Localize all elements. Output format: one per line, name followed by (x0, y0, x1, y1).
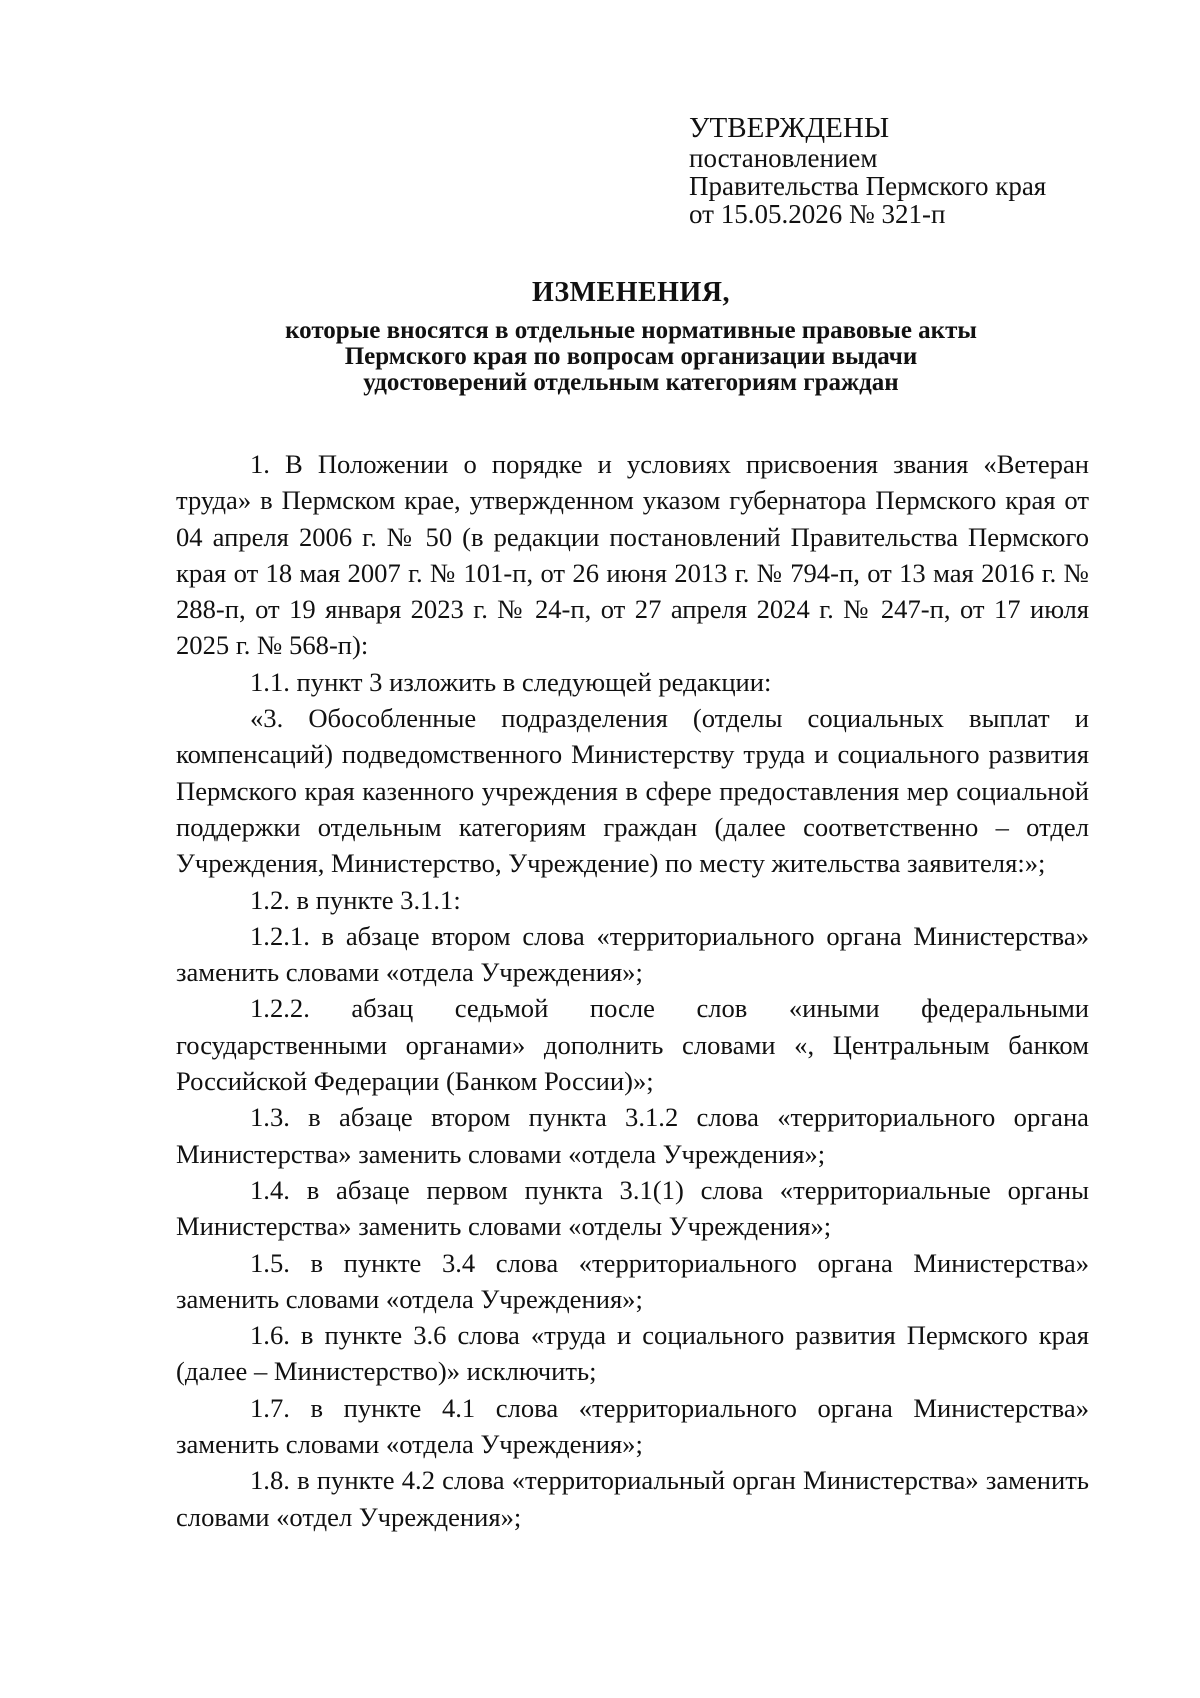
paragraph-1-2-2: 1.2.2. абзац седьмой после слов «иными федеральными государственными органами» дополнить словами «, Центральным банком Российской Федерации (Банком России)»; (176, 993, 1089, 1097)
paragraph-1-2: 1.2. в пункте 3.1.1: (250, 884, 461, 915)
document-body (176, 446, 1089, 1535)
document-subtitle (0, 318, 1200, 396)
paragraph-1-1: 1.1. пункт 3 изложить в следующей редакции: (250, 666, 772, 697)
subtitle-line: удостоверений отдельным категориям граждан (363, 369, 899, 396)
approval-line: постановлением (689, 143, 878, 173)
approval-title: УТВЕРЖДЕНЫ (689, 112, 890, 144)
document-title: ИЗМЕНЕНИЯ, (532, 277, 730, 308)
approval-line: Правительства Пермского края (689, 171, 1047, 201)
paragraph-1-8: 1.8. в пункте 4.2 слова «территориальный орган Министерства» заменить словами «отдел Учреждения»; (176, 1465, 1089, 1532)
approval-stamp (689, 112, 1046, 228)
approval-line: от 15.05.2026 № 321-п (689, 199, 946, 229)
paragraph-1-2-1: 1.2.1. в абзаце втором слова «территориального органа Министерства» заменить словами «отдела Учреждения»; (176, 920, 1089, 988)
paragraph-1: 1. В Положении о порядке и условиях присвоения звания «Ветеран труда» в Пермском крае, утвержденном указом губернатора Пермского края от 04 апреля 2006 г. № 50 (в редакции постановлений Правительства Пермского края от 18 мая 2007 г. № 101-п, от 26 июня 2013 г. № 794-п, от 13 мая 2016 г. № 288-п, от 19 января 2023 г. № 24-п, от 27 апреля 2024 г. № 247-п, от 17 июля 2025 г. № 568-п): (176, 449, 1089, 661)
subtitle-line: которые вносятся в отдельные нормативные правовые акты (285, 317, 977, 344)
paragraph-1-5: 1.5. в пункте 3.4 слова «территориального органа Министерства» заменить словами «отдела Учреждения»; (176, 1247, 1089, 1314)
paragraph-1-7: 1.7. в пункте 4.1 слова «территориального органа Министерства» заменить словами «отдела Учреждения»; (176, 1392, 1089, 1460)
paragraph-quoted-3: «3. Обособленные подразделения (отделы социальных выплат и компенсаций) подведомственного Министерству труда и социального развития Пермского края казенного учреждения в сфере предоставления мер социальной поддержки отдельным категориям граждан (далее соответственно – отдел Учреждения, Министерство, Учреждение) по месту жительства заявителя:»; (176, 703, 1089, 879)
paragraph-1-6: 1.6. в пункте 3.6 слова «труда и социального развития Пермского края (далее – Министерство)» исключить; (176, 1320, 1089, 1387)
subtitle-line: Пермского края по вопросам организации выдачи (344, 343, 918, 370)
paragraph-1-4: 1.4. в абзаце первом пункта 3.1(1) слова «территориальные органы Министерства» заменить словами «отделы Учреждения»; (176, 1174, 1089, 1242)
paragraph-1-3: 1.3. в абзаце втором пункта 3.1.2 слова «территориального органа Министерства» заменить словами «отдела Учреждения»; (176, 1102, 1089, 1169)
